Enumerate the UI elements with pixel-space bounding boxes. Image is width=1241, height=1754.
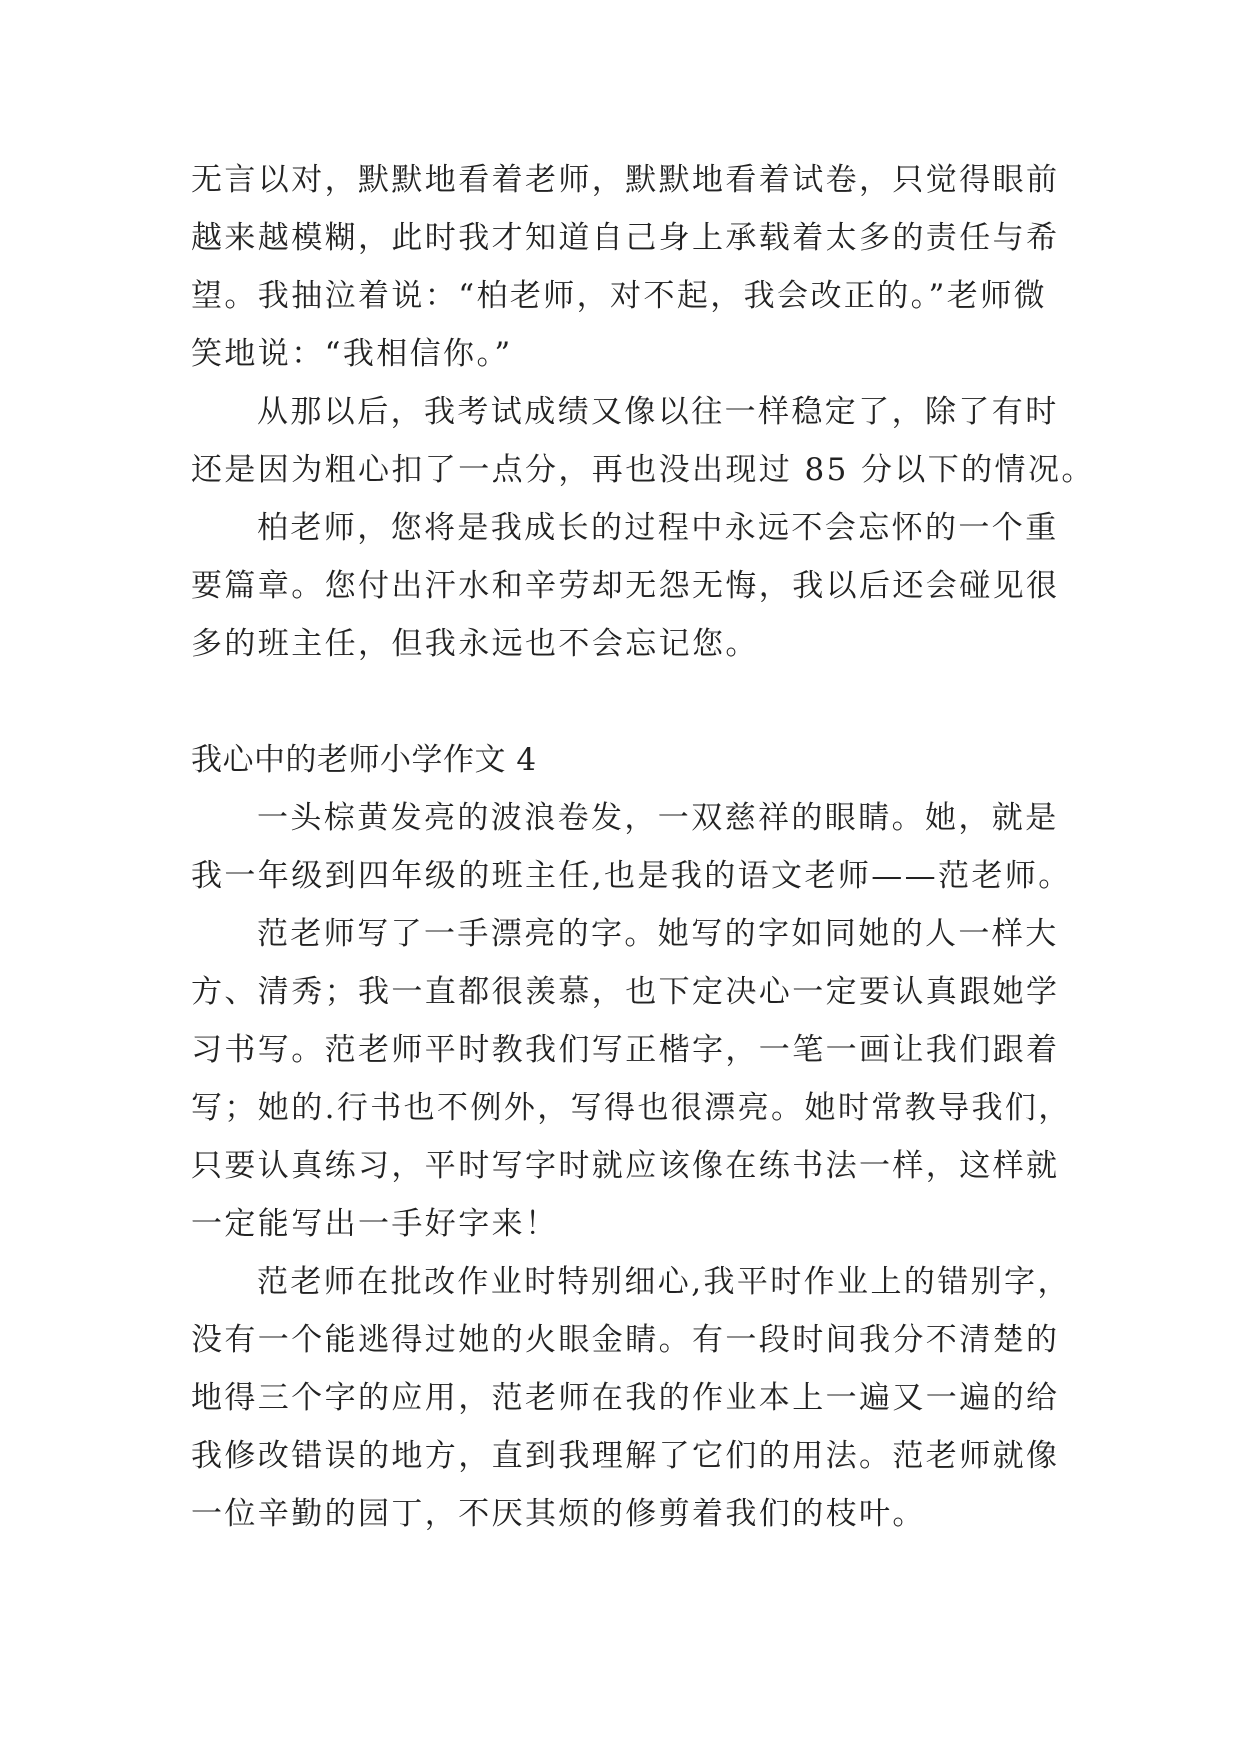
text-line: 望。我抽泣着说：“柏老师，对不起，我会改正的。”老师微 [191,278,1047,314]
text-line: 从那以后，我考试成绩又像以往一样稳定了，除了有时 [257,394,1059,430]
text-line: 多的班主任，但我永远也不会忘记您。 [191,626,759,662]
text-line: 笑地说：“我相信你。” [191,336,513,372]
text-line: 方、清秀；我一直都很羡慕，也下定决心一定要认真跟她学 [191,974,1060,1010]
text-line: 我一年级到四年级的班主任,也是我的语文老师——范老师。 [191,858,1072,894]
text-line: 只要认真练习，平时写字时就应该像在练书法一样，这样就 [191,1148,1060,1184]
text-line: 范老师写了一手漂亮的字。她写的字如同她的人一样大 [257,916,1059,952]
text-line: 我修改错误的地方，直到我理解了它们的用法。范老师就像 [191,1438,1060,1474]
section-heading: 我心中的老师小学作文 4 [191,742,537,778]
text-line: 写；她的.行书也不例外，写得也很漂亮。她时常教导我们， [191,1090,1072,1126]
text-line: 一头棕黄发亮的波浪卷发，一双慈祥的眼睛。她，就是 [257,800,1059,836]
text-line: 无言以对，默默地看着老师，默默地看着试卷，只觉得眼前 [191,162,1060,198]
text-line: 柏老师，您将是我成长的过程中永远不会忘怀的一个重 [257,510,1059,546]
text-line: 地得三个字的应用，范老师在我的作业本上一遍又一遍的给 [191,1380,1060,1416]
text-line: 一定能写出一手好字来！ [191,1206,559,1242]
text-line: 习书写。范老师平时教我们写正楷字，一笔一画让我们跟着 [191,1032,1060,1068]
text-line: 一位辛勤的园丁，不厌其烦的修剪着我们的枝叶。 [191,1496,926,1532]
text-line: 范老师在批改作业时特别细心,我平时作业上的错别字， [257,1264,1071,1300]
text-line: 越来越模糊，此时我才知道自己身上承载着太多的责任与希 [191,220,1060,256]
text-line: 要篇章。您付出汗水和辛劳却无怨无悔，我以后还会碰见很 [191,568,1060,604]
text-line: 还是因为粗心扣了一点分，再也没出现过 85 分以下的情况。 [191,452,1095,488]
text-line: 没有一个能逃得过她的火眼金睛。有一段时间我分不清楚的 [191,1322,1060,1358]
